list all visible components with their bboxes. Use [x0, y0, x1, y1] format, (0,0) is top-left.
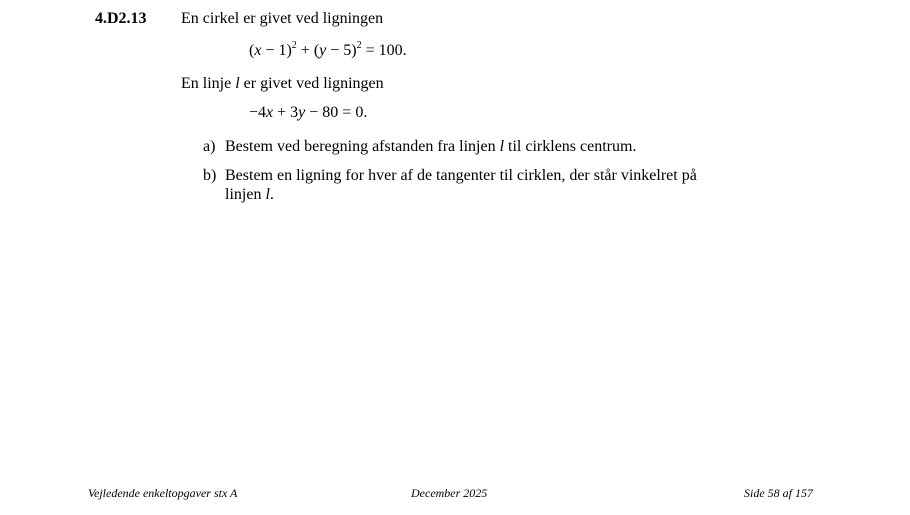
line-equation [249, 104, 367, 122]
intro-line-render: En linje l er givet ved ligningen [181, 75, 384, 92]
question-b-label: b) [203, 167, 217, 184]
question-b-line1: Bestem en ligning for hver af de tangenter til cirklen, der står vinkelret på [225, 167, 697, 184]
question-b-line2-render: linjen l. [225, 186, 274, 203]
question-b-line2 [225, 186, 274, 204]
intro-line-text [181, 75, 384, 93]
footer-right: Side 58 af 157 [744, 486, 813, 500]
intro-circle-text: En cirkel er givet ved ligningen [181, 10, 384, 27]
question-a-text [225, 138, 636, 156]
line-equation-text: −4x + 3y − 80 = 0. [249, 104, 368, 121]
circle-equation-text: $(x - 1)^2 + (y - 5)^2 = 100$. [249, 40, 407, 59]
circle-equation [249, 42, 407, 60]
question-a-render: Bestem ved beregning afstanden fra linjen l til cirklens centrum. [225, 138, 637, 155]
task-number: 4.D2.13 [95, 10, 147, 27]
footer-center: December 2025 [411, 486, 488, 500]
footer-left: Vejledende enkeltopgaver stx A [88, 486, 238, 500]
question-a-label: a) [203, 138, 216, 155]
